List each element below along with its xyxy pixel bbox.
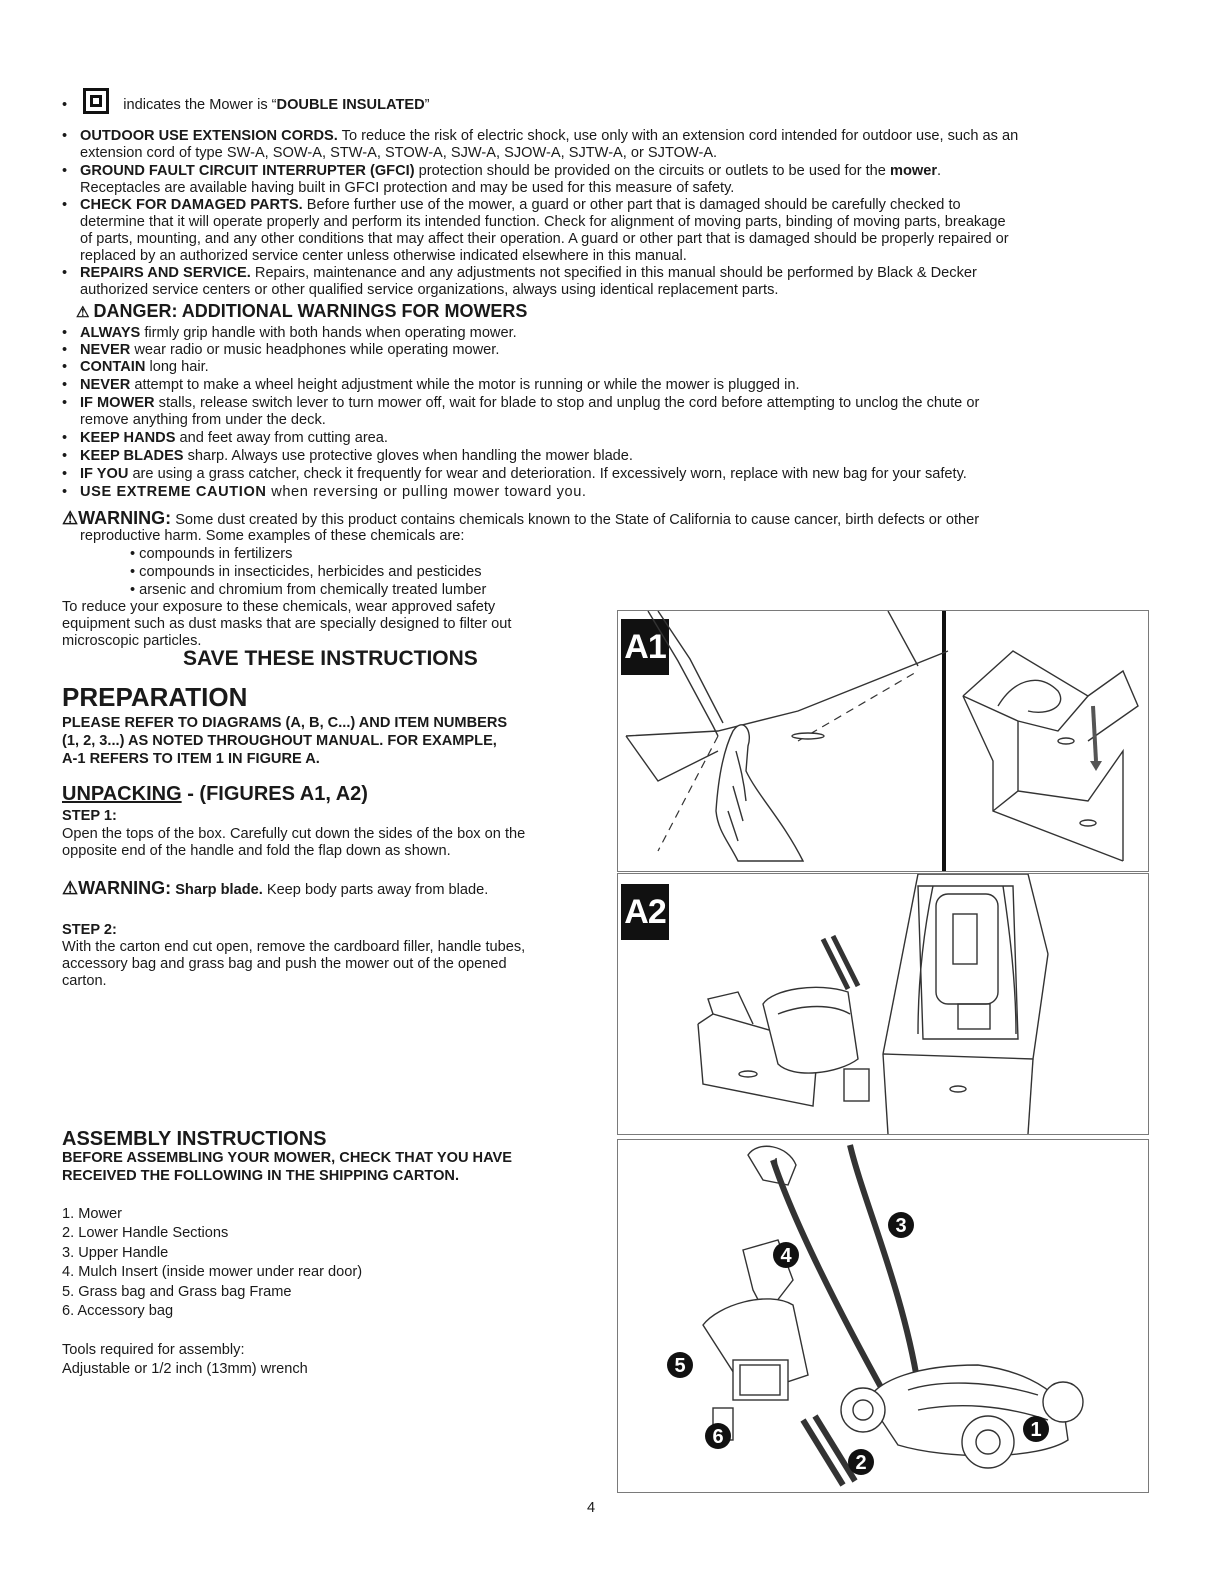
safety-item-extension-cords	[80, 128, 1165, 145]
item-text: sharp. Always use protective gloves when handling the mower blade.	[183, 448, 633, 464]
bullet: •	[62, 359, 68, 375]
callout-4	[773, 1242, 799, 1268]
step2-text: accessory bag and grass bag and push the mower out of the opened	[62, 956, 507, 972]
svg-text:5: 5	[674, 1355, 686, 1377]
item-title: NEVER	[80, 377, 131, 393]
item-text-cont: remove anything from under the deck.	[80, 412, 326, 428]
item-text: stalls, release switch lever to turn mower off, wait for blade to stop and unplug the cord before attempting to unclog the chute or	[154, 395, 980, 411]
danger-heading	[76, 301, 527, 322]
danger-item	[80, 325, 1165, 342]
figure-a1	[617, 610, 1149, 872]
figure-a2-illustration	[618, 874, 1148, 1134]
warning-triangle-icon: ⚠	[62, 508, 79, 528]
bullet: •	[62, 163, 68, 179]
chemical-list-item: • arsenic and chromium from chemically treated lumber	[130, 582, 487, 598]
bullet: •	[62, 430, 68, 446]
step1-text: Open the tops of the box. Carefully cut down the sides of the box on the	[62, 826, 526, 842]
svg-text:2: 2	[855, 1452, 867, 1474]
warning-label: WARNING:	[78, 878, 172, 898]
exposure-text: To reduce your exposure to these chemicals, wear approved safety	[62, 599, 496, 615]
item-title: OUTDOOR USE EXTENSION CORDS.	[80, 128, 338, 144]
exposure-text: equipment such as dust masks that are specially designed to filter out	[62, 616, 512, 632]
item-text: and feet away from cutting area.	[175, 430, 388, 446]
item-text: long hair.	[145, 359, 209, 375]
assembly-text: BEFORE ASSEMBLING YOUR MOWER, CHECK THAT YOU HAVE	[62, 1150, 512, 1166]
unpacking-figures: - (FIGURES A1, A2)	[181, 783, 368, 805]
safety-item-gfci	[80, 163, 1165, 180]
warning-triangle-icon: ⚠	[76, 304, 90, 321]
parts-list-item: 4. Mulch Insert (inside mower under rear door)	[62, 1264, 363, 1280]
bullet: •	[62, 377, 68, 393]
step1-text: opposite end of the handle and fold the flap down as shown.	[62, 843, 451, 859]
item-title: REPAIRS AND SERVICE.	[80, 265, 251, 281]
callout-3	[888, 1212, 914, 1238]
double-insulated-icon	[83, 88, 109, 114]
blade-warning	[62, 880, 488, 899]
warning-triangle-icon: ⚠	[62, 878, 79, 898]
warning-text-cont: reproductive harm. Some examples of these chemicals are:	[80, 528, 465, 544]
double-insulated-line	[62, 92, 430, 118]
callout-2	[848, 1449, 874, 1475]
item-text-cont: Receptacles are available having built in GFCI protection and may be used for this measure of safety.	[80, 180, 735, 196]
danger-item	[80, 377, 1165, 394]
bullet: •	[62, 197, 68, 213]
item-title: KEEP BLADES	[80, 448, 184, 464]
parts-list-item: 3. Upper Handle	[62, 1245, 169, 1261]
assembly-text: RECEIVED THE FOLLOWING IN THE SHIPPING CARTON.	[62, 1168, 460, 1184]
item-text-cont: determine that it will operate properly and perform its intended function. Check for alignment of moving parts, binding of moving parts, breakage	[80, 214, 1006, 230]
warning-label: WARNING:	[78, 508, 172, 528]
danger-item	[80, 448, 1165, 465]
parts-illustration	[618, 1140, 1148, 1492]
item-text: firmly grip handle with both hands when operating mower.	[140, 325, 517, 341]
item-text: wear radio or music headphones while operating mower.	[130, 342, 500, 358]
item-text-cont: authorized service centers or other qualified service organizations, always using identical replacement parts.	[80, 282, 779, 298]
figure-label-a1: A1	[621, 619, 669, 675]
safety-item-repairs	[80, 265, 1165, 282]
bullet: •	[62, 466, 68, 482]
item-title: ALWAYS	[80, 325, 141, 341]
bullet: •	[62, 325, 68, 341]
warning-text: Keep body parts away from blade.	[262, 882, 489, 898]
danger-item	[80, 484, 1165, 501]
svg-text:6: 6	[712, 1426, 724, 1448]
tools-label: Tools required for assembly:	[62, 1342, 245, 1358]
parts-list-item: 2. Lower Handle Sections	[62, 1225, 229, 1241]
item-text: are using a grass catcher, check it frequently for wear and deterioration. If excessively worn, replace with new bag for your safety.	[128, 466, 967, 482]
unpacking-title: UNPACKING	[62, 783, 182, 805]
safety-item-damaged-parts	[80, 197, 1165, 214]
item-title: IF YOU	[80, 466, 129, 482]
item-title: KEEP HANDS	[80, 430, 176, 446]
step2-text: carton.	[62, 973, 107, 989]
item-text-end: .	[937, 163, 942, 179]
figure-a2	[617, 873, 1149, 1135]
svg-text:3: 3	[895, 1215, 907, 1237]
page-number: 4	[587, 1500, 596, 1516]
bullet: •	[62, 395, 68, 411]
save-instructions-heading: SAVE THESE INSTRUCTIONS	[183, 647, 478, 670]
warning-bold: Sharp blade.	[171, 882, 263, 898]
item-text: when reversing or pulling mower toward you.	[266, 484, 587, 500]
danger-title: DANGER: ADDITIONAL WARNINGS FOR MOWERS	[93, 301, 528, 321]
danger-item	[80, 342, 1165, 359]
item-title: CHECK FOR DAMAGED PARTS.	[80, 197, 303, 213]
bullet: •	[62, 342, 68, 358]
bullet: •	[62, 96, 68, 113]
item-title: IF MOWER	[80, 395, 155, 411]
chemical-list-item: • compounds in fertilizers	[130, 546, 293, 562]
bullet: •	[62, 265, 68, 281]
item-text-cont: extension cord of type SW-A, SOW-A, STW-A, STOW-A, SJW-A, SJOW-A, SJTW-A, or SJTOW-A.	[80, 145, 718, 161]
danger-item	[80, 466, 1165, 483]
preparation-heading: PREPARATION	[62, 682, 248, 712]
danger-item	[80, 430, 1165, 447]
item-text: To reduce the risk of electric shock, use only with an extension cord intended for outdoor use, such as an	[337, 128, 1019, 144]
item-title: NEVER	[80, 342, 131, 358]
double-insulated-text: indicates the Mower is “	[123, 96, 277, 113]
item-text: Before further use of the mower, a guard or other part that is damaged should be carefully checked to	[302, 197, 961, 213]
california-warning	[62, 510, 1162, 529]
figure-a1-illustration	[618, 611, 1148, 871]
item-text: attempt to make a wheel height adjustment while the motor is running or while the mower is plugged in.	[130, 377, 800, 393]
parts-list-item: 1. Mower	[62, 1206, 123, 1222]
unpacking-heading	[62, 783, 368, 806]
figure-label-a2: A2	[621, 884, 669, 940]
bullet: •	[62, 484, 68, 500]
figure-parts	[617, 1139, 1149, 1493]
callout-5	[667, 1352, 693, 1378]
warning-text: Some dust created by this product contains chemicals known to the State of California to cause cancer, birth defects or other	[171, 512, 980, 528]
preparation-text: (1, 2, 3...) AS NOTED THROUGHOUT MANUAL. FOR EXAMPLE,	[62, 733, 497, 749]
tools-text: Adjustable or 1/2 inch (13mm) wrench	[62, 1361, 308, 1377]
assembly-heading: ASSEMBLY INSTRUCTIONS	[62, 1128, 327, 1150]
step2-text: With the carton end cut open, remove the cardboard filler, handle tubes,	[62, 939, 526, 955]
parts-list-item: 5. Grass bag and Grass bag Frame	[62, 1284, 292, 1300]
callout-6	[705, 1423, 731, 1449]
double-insulated-close: ”	[424, 96, 430, 113]
exposure-text: microscopic particles.	[62, 633, 202, 649]
preparation-text: PLEASE REFER TO DIAGRAMS (A, B, C...) AND ITEM NUMBERS	[62, 715, 508, 731]
danger-item	[80, 395, 1165, 412]
svg-text:4: 4	[780, 1245, 792, 1267]
bullet: •	[62, 448, 68, 464]
item-text-cont: of parts, mounting, and any other conditions that may affect their operation. A guard or other part that is damaged should be properly repaired or	[80, 231, 1009, 247]
item-text-cont: replaced by an authorized service center unless otherwise indicated elsewhere in this manual.	[80, 248, 687, 264]
item-title: GROUND FAULT CIRCUIT INTERRUPTER (GFCI)	[80, 163, 415, 179]
svg-text:1: 1	[1030, 1419, 1042, 1441]
item-text: Repairs, maintenance and any adjustments not specified in this manual should be performed by Black & Decker	[250, 265, 977, 281]
item-title: CONTAIN	[80, 359, 146, 375]
step1-label: STEP 1:	[62, 808, 117, 824]
parts-list-item: 6. Accessory bag	[62, 1303, 174, 1319]
double-insulated-bold: DOUBLE INSULATED	[276, 96, 425, 113]
step2-label: STEP 2:	[62, 922, 117, 938]
item-bold: mower	[889, 163, 938, 179]
bullet: •	[62, 128, 68, 144]
preparation-text: A-1 REFERS TO ITEM 1 IN FIGURE A.	[62, 751, 320, 767]
item-title: USE EXTREME CAUTION	[80, 484, 267, 500]
item-text: protection should be provided on the circuits or outlets to be used for the	[414, 163, 890, 179]
callout-1	[1023, 1416, 1049, 1442]
chemical-list-item: • compounds in insecticides, herbicides and pesticides	[130, 564, 482, 580]
danger-item	[80, 359, 1165, 376]
